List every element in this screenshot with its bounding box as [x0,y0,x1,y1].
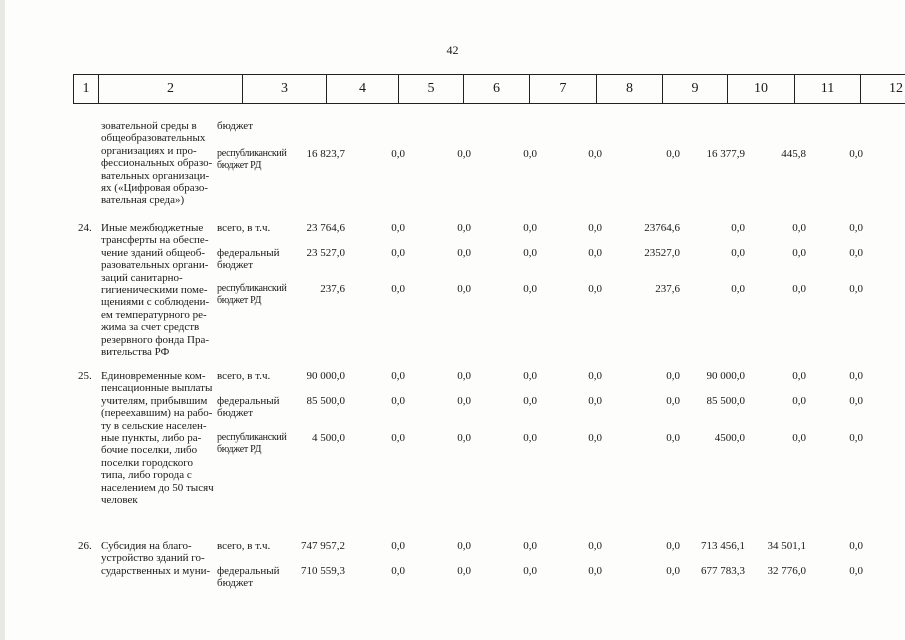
cell-value: 747 957,2 [301,540,345,552]
cell-value: 0,0 [457,247,471,259]
cell-value: 0,0 [523,370,537,382]
cell-value: 445,8 [781,148,806,160]
cell-value: 85 500,0 [706,395,745,407]
funding-source: всего, в т.ч. [217,370,271,382]
cell-value: 0,0 [849,395,863,407]
cell-value: 85 500,0 [306,395,345,407]
cell-value: 0,0 [666,148,680,160]
cell-value: 0,0 [523,247,537,259]
column-header-8: 8 [597,75,663,104]
cell-value: 237,6 [320,283,345,295]
cell-value: 0,0 [523,222,537,234]
funding-source: всего, в т.ч. [217,222,271,234]
cell-value: 0,0 [523,148,537,160]
cell-value: 710 559,3 [301,565,345,577]
funding-source: бюджет [217,120,253,132]
column-header-12: 12 [861,75,905,104]
row-description: зовательной среды в общеобразовательных организациях и про- фессиональных образо- вательных организаци- ях («Цифровая образо- вательная среда») [101,120,213,207]
cell-value: 0,0 [792,222,806,234]
cell-value: 0,0 [731,247,745,259]
cell-value: 0,0 [588,565,602,577]
cell-value: 0,0 [391,148,405,160]
cell-value: 0,0 [523,565,537,577]
cell-value: 0,0 [666,432,680,444]
row-description: Единовременные ком- пенсационные выплаты учителям, прибывшим (переехавшим) на рабо- ту в сельские населен- ные пункты, либо ра- бочие поселки, либо поселки городского типа, либо города с населением до 50 тысяч человек [101,370,214,507]
column-header-9: 9 [663,75,728,104]
cell-value: 0,0 [588,222,602,234]
cell-value: 0,0 [588,540,602,552]
row-description: Иные межбюджетные трансферты на обеспе- чение зданий общеоб- разовательных органи- заций санитарно- гигиеническими поме- щениями с соблюдени- ем температурного ре- жима за счет средств резервного фонда Пра- вительства РФ [101,222,210,359]
cell-value: 23764,6 [644,222,680,234]
column-header-11: 11 [795,75,861,104]
cell-value: 0,0 [391,222,405,234]
cell-value: 0,0 [792,247,806,259]
cell-value: 4500,0 [714,432,745,444]
funding-source: республиканский бюджет РД [217,432,287,455]
cell-value: 0,0 [731,222,745,234]
cell-value: 0,0 [588,148,602,160]
cell-value: 16 377,9 [706,148,745,160]
cell-value: 0,0 [523,432,537,444]
row-description: Субсидия на благо- устройство зданий го- сударственных и муни- [101,540,211,577]
cell-value: 0,0 [457,370,471,382]
column-header-5: 5 [399,75,464,104]
cell-value: 0,0 [792,370,806,382]
column-header-3: 3 [243,75,327,104]
cell-value: 0,0 [731,283,745,295]
cell-value: 677 783,3 [701,565,745,577]
cell-value: 0,0 [849,540,863,552]
cell-value: 0,0 [849,432,863,444]
cell-value: 0,0 [391,432,405,444]
cell-value: 0,0 [849,565,863,577]
cell-value: 0,0 [588,432,602,444]
cell-value: 0,0 [666,565,680,577]
cell-value: 0,0 [523,540,537,552]
cell-value: 32 776,0 [767,565,806,577]
column-header-1: 1 [74,75,99,104]
row-number: 25. [78,370,92,382]
cell-value: 713 456,1 [701,540,745,552]
cell-value: 0,0 [666,540,680,552]
cell-value: 0,0 [849,148,863,160]
cell-value: 0,0 [849,370,863,382]
cell-value: 0,0 [849,222,863,234]
cell-value: 0,0 [457,540,471,552]
cell-value: 0,0 [588,395,602,407]
cell-value: 16 823,7 [306,148,345,160]
funding-source: федеральный бюджет [217,565,280,590]
cell-value: 0,0 [666,370,680,382]
cell-value: 0,0 [457,148,471,160]
cell-value: 0,0 [391,565,405,577]
column-header-7: 7 [530,75,597,104]
cell-value: 23 764,6 [306,222,345,234]
cell-value: 90 000,0 [306,370,345,382]
column-header-table [73,74,905,104]
funding-source: республиканский бюджет РД [217,283,287,306]
cell-value: 0,0 [457,283,471,295]
cell-value: 0,0 [792,283,806,295]
cell-value: 0,0 [391,370,405,382]
column-header-6: 6 [464,75,530,104]
cell-value: 23 527,0 [306,247,345,259]
cell-value: 0,0 [457,432,471,444]
cell-value: 0,0 [391,247,405,259]
cell-value: 0,0 [849,283,863,295]
column-header-2: 2 [99,75,243,104]
cell-value: 0,0 [457,565,471,577]
cell-value: 0,0 [588,247,602,259]
page-number: 42 [446,43,459,57]
cell-value: 0,0 [391,540,405,552]
funding-source: республиканский бюджет РД [217,148,287,171]
cell-value: 0,0 [391,283,405,295]
column-header-10: 10 [728,75,795,104]
funding-source: федеральный бюджет [217,395,280,420]
cell-value: 237,6 [655,283,680,295]
funding-source: всего, в т.ч. [217,540,271,552]
column-header-4: 4 [327,75,399,104]
cell-value: 0,0 [523,283,537,295]
cell-value: 0,0 [457,395,471,407]
cell-value: 34 501,1 [767,540,806,552]
cell-value: 23527,0 [644,247,680,259]
cell-value: 0,0 [792,395,806,407]
row-number: 24. [78,222,92,234]
funding-source: федеральный бюджет [217,247,280,272]
cell-value: 0,0 [666,395,680,407]
cell-value: 90 000,0 [706,370,745,382]
cell-value: 0,0 [457,222,471,234]
cell-value: 4 500,0 [312,432,345,444]
cell-value: 0,0 [588,370,602,382]
cell-value: 0,0 [391,395,405,407]
cell-value: 0,0 [523,395,537,407]
cell-value: 0,0 [588,283,602,295]
scan-edge-shadow [0,0,5,640]
row-number: 26. [78,540,92,552]
cell-value: 0,0 [792,432,806,444]
cell-value: 0,0 [849,247,863,259]
